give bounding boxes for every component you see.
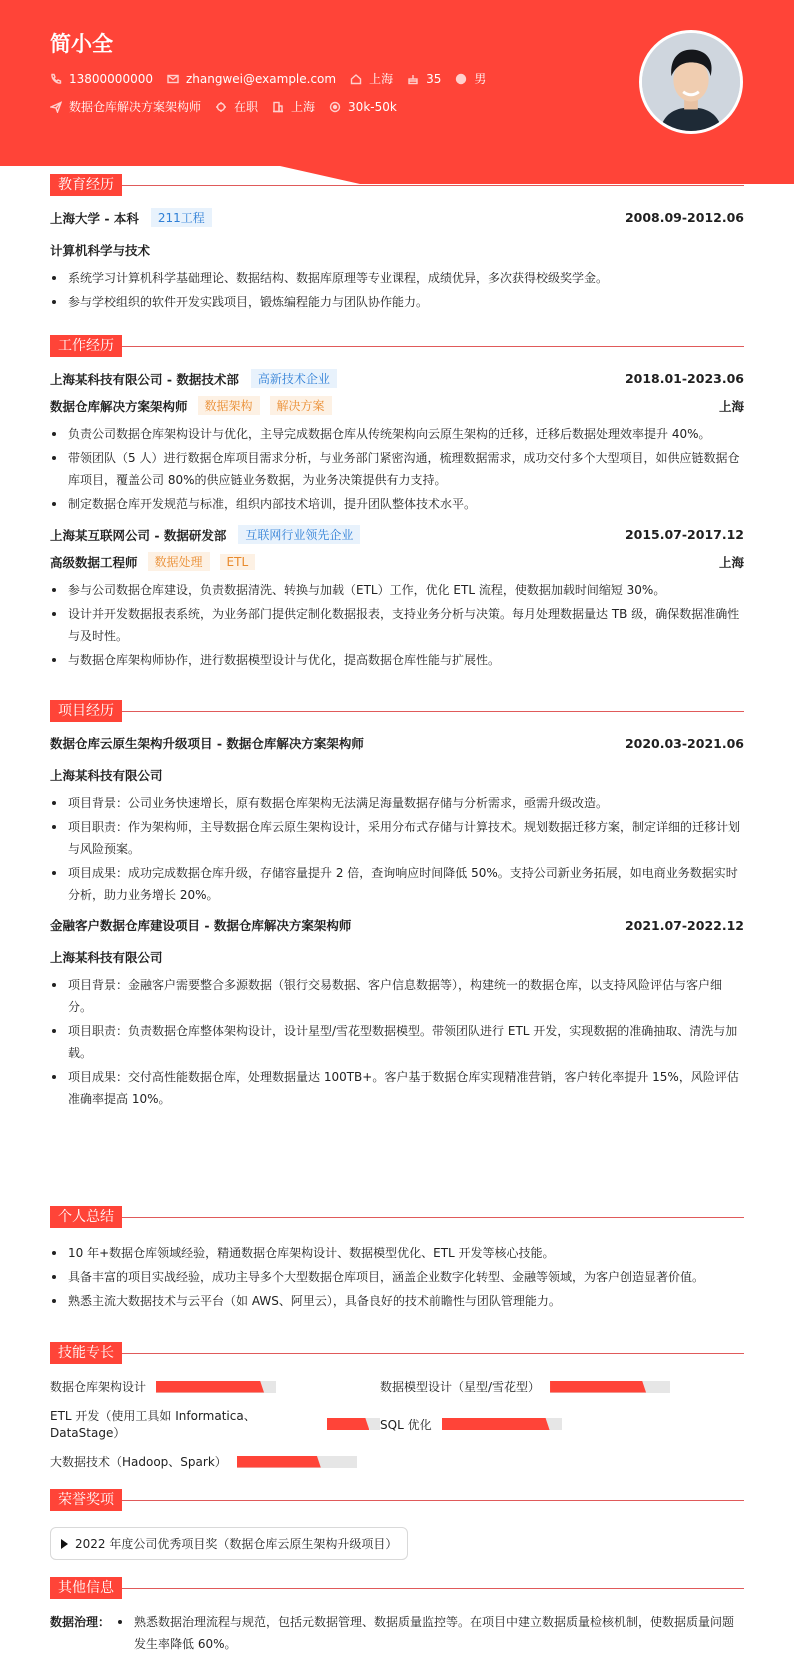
work-entry-header [50, 525, 744, 544]
divider [122, 1217, 744, 1218]
skill-name: 数据模型设计（星型/雪花型） [380, 1380, 541, 1394]
work-role-row [50, 396, 744, 415]
skill-bar [156, 1381, 276, 1393]
summary-section [50, 1206, 744, 1314]
section-header [50, 700, 744, 722]
list-item: 熟悉数据治理流程与规范，包括元数据管理、数据质量监控等。在项目中建立数据质量检核机制，使数据质量问题发生率降低 60%。 [116, 1611, 744, 1655]
skills-grid [50, 1378, 744, 1470]
role-tag: 数据处理 [148, 552, 210, 571]
skill-item [380, 1378, 744, 1395]
avatar [639, 30, 743, 134]
school-tag: 211工程 [151, 208, 212, 227]
work-date: 2018.01-2023.06 [624, 371, 744, 386]
awards-section [50, 1489, 744, 1560]
building-icon [272, 101, 284, 113]
other-label: 数据治理： [50, 1615, 111, 1629]
company-name: 上海某科技有限公司 - 数据技术部 [50, 371, 239, 387]
project-bullets [50, 974, 744, 1110]
work-location: 上海 [718, 398, 744, 414]
list-item: 项目成果：交付高性能数据仓库，处理数据量达 100TB+。客户基于数据仓库实现精准营销，客户转化率提升 15%，风险评估准确率提高 10%。 [50, 1066, 744, 1110]
education-date: 2008.09-2012.06 [624, 210, 744, 225]
target-city-item: 上海 [272, 98, 315, 115]
work-role-row [50, 552, 744, 571]
skill-bar-fill [156, 1381, 264, 1393]
skill-item [380, 1407, 744, 1441]
section-header [50, 1342, 744, 1364]
project-date: 2021.07-2022.12 [624, 917, 744, 933]
phone-icon [50, 73, 62, 85]
divider [122, 711, 744, 712]
candidate-name: 简小全 [50, 32, 113, 56]
section-header [50, 1577, 744, 1599]
salary-icon [329, 101, 341, 113]
email-item[interactable]: zhangwei@example.com [167, 72, 336, 86]
skill-bar [237, 1456, 357, 1468]
school-name: 上海大学 - 本科 [50, 210, 139, 226]
skill-bar [442, 1418, 562, 1430]
section-title: 其他信息 [50, 1577, 122, 1599]
status-icon [215, 101, 227, 113]
project-date: 2020.03-2021.06 [624, 735, 744, 751]
divider [122, 346, 744, 347]
section-header [50, 1489, 744, 1511]
skill-name: ETL 开发（使用工具如 Informatica、DataStage） [50, 1409, 256, 1440]
other-item [50, 1611, 744, 1657]
list-item: 与数据仓库架构师协作，进行数据模型设计与优化，提高数据仓库性能与扩展性。 [50, 649, 744, 671]
projects-section [50, 700, 744, 1112]
work-entry-header [50, 369, 744, 388]
cake-icon [407, 73, 419, 85]
role-tag: 数据架构 [198, 396, 260, 415]
work-bullets [50, 579, 744, 671]
work-section [50, 335, 744, 673]
award-text: 2022 年度公司优秀项目奖（数据仓库云原生架构升级项目） [75, 1537, 398, 1551]
work-bullets [50, 423, 744, 515]
skill-name: 大数据技术（Hadoop、Spark） [50, 1455, 227, 1469]
skill-name: SQL 优化 [380, 1417, 432, 1432]
project-entry-header [50, 734, 744, 752]
divider [122, 1588, 744, 1589]
company-name: 上海某互联网公司 - 数据研发部 [50, 527, 227, 543]
project-bullets [50, 792, 744, 906]
list-item: 制定数据仓库开发规范与标准，组织内部技术培训，提升团队整体技术水平。 [50, 493, 744, 515]
company-tag: 高新技术企业 [251, 369, 337, 388]
list-item: 熟悉主流大数据技术与云平台（如 AWS、阿里云），具备良好的技术前瞻性与团队管理能力。 [50, 1290, 744, 1312]
job-title: 数据仓库解决方案架构师 [50, 398, 188, 414]
divider [122, 1353, 744, 1354]
target-role-item: 数据仓库解决方案架构师 [50, 98, 201, 115]
work-location: 上海 [718, 554, 744, 570]
skill-bar-fill [327, 1418, 370, 1430]
project-name: 金融客户数据仓库建设项目 - 数据仓库解决方案架构师 [50, 918, 352, 933]
section-title: 技能专长 [50, 1342, 122, 1364]
age-item: 35 [407, 72, 441, 86]
education-section [50, 174, 744, 315]
list-item: 10 年+数据仓库领域经验，精通数据仓库架构设计、数据模型优化、ETL 开发等核心技能。 [50, 1242, 744, 1264]
section-title: 项目经历 [50, 700, 122, 722]
skill-bar-fill [550, 1381, 646, 1393]
skill-bar-fill [442, 1418, 550, 1430]
divider [122, 185, 744, 186]
list-item: 项目职责：负责数据仓库整体架构设计，设计星型/雪花型数据模型。带领团队进行 ETL 开发，实现数据的准确抽取、清洗与加载。 [50, 1020, 744, 1064]
education-bullets [50, 267, 744, 313]
mail-icon [167, 73, 179, 85]
education-entry-header [50, 208, 744, 227]
other-section [50, 1577, 744, 1657]
skill-item [50, 1407, 380, 1441]
work-date: 2015.07-2017.12 [624, 527, 744, 542]
list-item: 具备丰富的项目实战经验，成功主导多个大型数据仓库项目，涵盖企业数字化转型、金融等领域，为客户创造显著价值。 [50, 1266, 744, 1288]
company-tag: 互联网行业领先企业 [238, 525, 360, 544]
list-item: 参与学校组织的软件开发实践项目，锻炼编程能力与团队协作能力。 [50, 291, 744, 313]
section-header [50, 1206, 744, 1228]
divider [122, 1500, 744, 1501]
project-company: 上海某科技有限公司 [50, 950, 163, 965]
salary-item: 30k-50k [329, 100, 397, 114]
job-title: 高级数据工程师 [50, 554, 138, 570]
phone-item: 13800000000 [50, 72, 153, 86]
summary-bullets [50, 1242, 744, 1312]
job-status-item: 在职 [215, 98, 258, 115]
other-bullets [116, 1611, 744, 1657]
role-tag: 解决方案 [270, 396, 332, 415]
intent-row [50, 98, 411, 115]
list-item: 项目成果：成功完成数据仓库升级，存储容量提升 2 倍，查询响应时间降低 50%。支持公司新业务拓展，如电商业务数据实时分析，助力业务增长 20%。 [50, 862, 744, 906]
send-icon [50, 101, 62, 113]
triangle-right-icon [61, 1539, 68, 1549]
list-item: 项目职责：作为架构师，主导数据仓库云原生架构设计，采用分布式存储与计算技术。规划数据迁移方案，制定详细的迁移计划与风险预案。 [50, 816, 744, 860]
section-header [50, 335, 744, 357]
home-icon [350, 73, 362, 85]
gender-icon [455, 73, 467, 85]
major: 计算机科学与技术 [50, 243, 151, 258]
gender-item: 男 [455, 70, 486, 87]
project-company: 上海某科技有限公司 [50, 768, 163, 783]
section-title: 荣誉奖项 [50, 1489, 122, 1511]
avatar-photo-icon [642, 33, 740, 131]
list-item: 项目背景：金融客户需要整合多源数据（银行交易数据、客户信息数据等），构建统一的数据仓库，以支持风险评估与客户细分。 [50, 974, 744, 1018]
section-title: 个人总结 [50, 1206, 122, 1228]
role-tag: ETL [220, 554, 256, 570]
section-title: 工作经历 [50, 335, 122, 357]
section-header [50, 174, 744, 196]
list-item: 带领团队（5 人）进行数据仓库项目需求分析，与业务部门紧密沟通，梳理数据需求，成功交付多个大型项目，如供应链数据仓库项目，覆盖公司 80%的供应链业务数据，为业务决策提供有力支持。 [50, 447, 744, 491]
skill-name: 数据仓库架构设计 [50, 1380, 147, 1394]
award-item [50, 1527, 408, 1560]
section-title: 教育经历 [50, 174, 122, 196]
skill-item [50, 1453, 380, 1470]
list-item: 负责公司数据仓库架构设计与优化，主导完成数据仓库从传统架构向云原生架构的迁移，迁移后数据处理效率提升 40%。 [50, 423, 744, 445]
contact-row [50, 70, 500, 87]
list-item: 设计并开发数据报表系统，为业务部门提供定制化数据报表，支持业务分析与决策。每月处理数据量达 TB 级，确保数据准确性与及时性。 [50, 603, 744, 647]
skill-bar-fill [237, 1456, 321, 1468]
skill-bar [550, 1381, 670, 1393]
project-entry-header [50, 916, 744, 934]
list-item: 系统学习计算机科学基础理论、数据结构、数据库原理等专业课程，成绩优异，多次获得校级奖学金。 [50, 267, 744, 289]
project-name: 数据仓库云原生架构升级项目 - 数据仓库解决方案架构师 [50, 736, 364, 751]
skills-section [50, 1342, 744, 1470]
list-item: 参与公司数据仓库建设，负责数据清洗、转换与加载（ETL）工作，优化 ETL 流程，使数据加载时间缩短 30%。 [50, 579, 744, 601]
city-item: 上海 [350, 70, 393, 87]
skill-bar [327, 1418, 380, 1430]
skill-item [50, 1378, 380, 1395]
list-item: 项目背景：公司业务快速增长，原有数据仓库架构无法满足海量数据存储与分析需求，亟需升级改造。 [50, 792, 744, 814]
